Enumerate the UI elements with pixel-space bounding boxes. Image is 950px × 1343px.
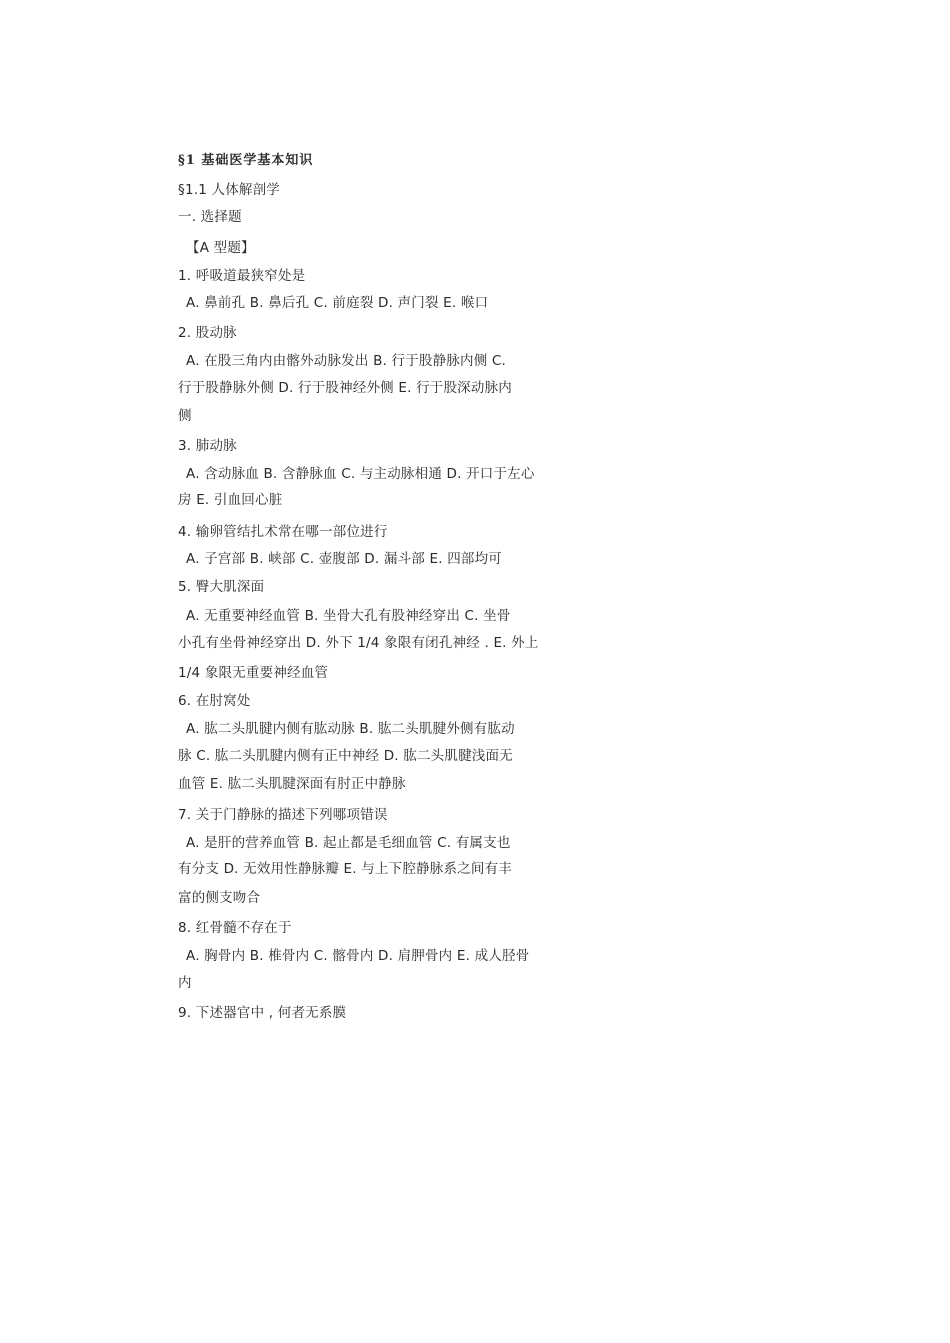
text-line: 9. 下述器官中 , 何者无系膜	[178, 1005, 347, 1021]
text-line: 脉 C. 肱二头肌腱内侧有正中神经 D. 肱二头肌腱浅面无	[178, 748, 513, 764]
text-line: A. 肱二头肌腱内侧有肱动脉 B. 肱二头肌腱外侧有肱动	[186, 721, 515, 737]
text-line: A. 鼻前孔 B. 鼻后孔 C. 前庭裂 D. 声门裂 E. 喉口	[186, 295, 489, 311]
text-line: 血管 E. 肱二头肌腱深面有肘正中静脉	[178, 776, 406, 792]
text-line: 内	[178, 975, 192, 991]
text-line: 4. 输卵管结扎术常在哪一部位进行	[178, 524, 388, 540]
text-line: 1. 呼吸道最狭窄处是	[178, 268, 306, 284]
text-line: A. 子宫部 B. 峡部 C. 壶腹部 D. 漏斗部 E. 四部均可	[186, 551, 502, 567]
text-line: 6. 在肘窝处	[178, 693, 251, 709]
text-line: A. 是肝的营养血管 B. 起止都是毛细血管 C. 有属支也	[186, 835, 511, 851]
text-line: 7. 关于门静脉的描述下列哪项错误	[178, 807, 388, 823]
text-line: 【A 型题】	[186, 240, 255, 256]
text-line: 8. 红骨髓不存在于	[178, 920, 292, 936]
text-line: 一. 选择题	[178, 209, 242, 225]
text-line: A. 含动脉血 B. 含静脉血 C. 与主动脉相通 D. 开口于左心	[186, 466, 535, 482]
text-line: 3. 肺动脉	[178, 438, 237, 454]
text-line: 行于股静脉外侧 D. 行于股神经外侧 E. 行于股深动脉内	[178, 380, 512, 396]
text-line: A. 胸骨内 B. 椎骨内 C. 髂骨内 D. 肩胛骨内 E. 成人胫骨	[186, 948, 530, 964]
text-line: 小孔有坐骨神经穿出 D. 外下 1/4 象限有闭孔神经 . E. 外上	[178, 635, 539, 651]
text-line: 侧	[178, 408, 192, 424]
text-line: 有分支 D. 无效用性静脉瓣 E. 与上下腔静脉系之间有丰	[178, 861, 512, 877]
text-line: 5. 臀大肌深面	[178, 579, 265, 595]
text-line: 2. 股动脉	[178, 325, 237, 341]
text-line: 1/4 象限无重要神经血管	[178, 665, 329, 681]
text-line: §1 基础医学基本知识	[178, 153, 314, 168]
text-line: 房 E. 引血回心脏	[178, 492, 283, 508]
text-line: A. 在股三角内由髂外动脉发出 B. 行于股静脉内侧 C.	[186, 353, 507, 369]
text-line: 富的侧支吻合	[178, 890, 261, 906]
text-line: A. 无重要神经血管 B. 坐骨大孔有股神经穿出 C. 坐骨	[186, 608, 511, 624]
text-line: §1.1 人体解剖学	[178, 182, 281, 198]
